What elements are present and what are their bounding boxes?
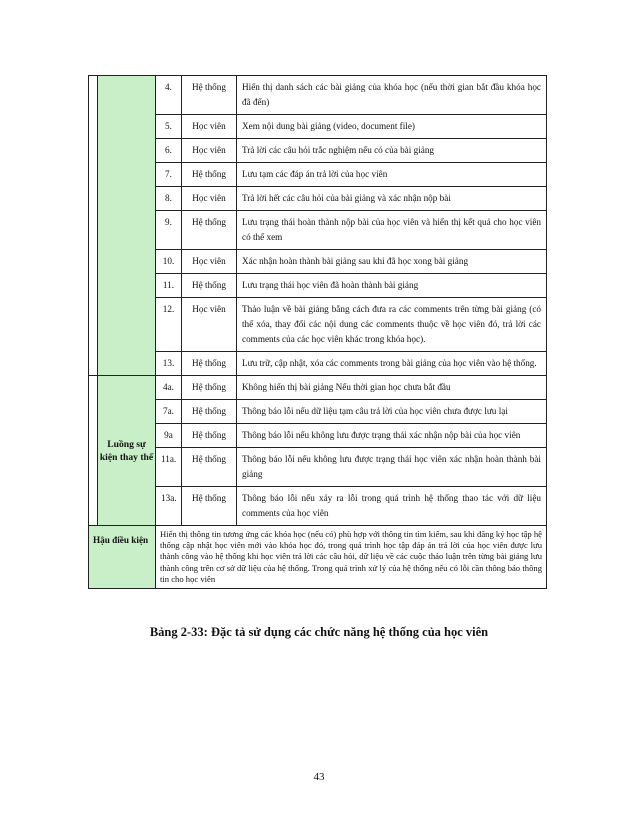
step-description: Thảo luận về bài giảng bằng cách đưa ra các comments trên từng bài giảng (có thể xóa, thay đổi các nội dung các comments thuộc về học viên đó, trả lời các comments của các học viên khác trong khóa học). xyxy=(237,298,547,352)
table-caption: Bảng 2-33: Đặc tả sử dụng các chức năng hệ thống của học viên xyxy=(149,625,489,639)
step-description: Thông báo lỗi nếu xảy ra lỗi trong quá trình hệ thống thao tác với dữ liệu comments của học viên xyxy=(237,487,547,526)
step-description: Hiển thị danh sách các bài giảng của khóa học (nếu thời gian bắt đầu khóa học đã đến) xyxy=(237,76,547,115)
step-actor: Hệ thống xyxy=(182,163,237,187)
step-description: Thông báo lỗi nếu dữ liệu tạm câu trả lời của học viên chưa được lưu lại xyxy=(237,400,547,424)
step-description: Lưu trữ, cập nhật, xóa các comments trong bài giảng của học viên vào hệ thống. xyxy=(237,352,547,376)
table-row xyxy=(89,211,547,250)
step-number: 13a. xyxy=(156,487,182,526)
step-number: 4. xyxy=(156,76,182,115)
step-actor: Học viên xyxy=(182,115,237,139)
step-description: Thông báo lỗi nếu không lưu được trạng thái xác nhận nộp bài của học viên xyxy=(237,424,547,448)
step-actor: Học viên xyxy=(182,298,237,352)
table-row xyxy=(89,298,547,352)
postcondition-text: Hiển thị thông tin tương ứng các khóa học (nếu có) phù hợp với thông tin tìm kiếm, sau khi đăng ký học tập hệ thống cập nhật học viên mới vào khóa học đó, trong quá trình học tập đáp án trả lời của học viên được lưu thành công vào hệ thống khi học viên trả lời các câu hỏi, dữ liệu về các cuộc thảo luận trên từng bài giảng lưu thành công trên cơ sở dữ liệu của hệ thống. Trong quá trình xử lý của hệ thống nếu có lỗi cần thông báo thông tin cho học viên xyxy=(156,526,547,589)
step-description: Trả lời các câu hỏi trắc nghiệm nếu có của bài giảng xyxy=(237,139,547,163)
table-row xyxy=(89,487,547,526)
step-number: 11a. xyxy=(156,448,182,487)
step-number: 10. xyxy=(156,250,182,274)
step-number: 5. xyxy=(156,115,182,139)
alt-flow-label: Luồng sự kiện thay thế xyxy=(99,438,154,463)
step-number: 12. xyxy=(156,298,182,352)
step-number: 6. xyxy=(156,139,182,163)
main-flow-label-cell xyxy=(98,76,156,376)
table-row xyxy=(89,400,547,424)
step-description: Lưu tạm các đáp án trả lời của học viên xyxy=(237,163,547,187)
step-actor: Hệ thống xyxy=(182,376,237,400)
table-row xyxy=(89,424,547,448)
use-case-spec-table xyxy=(88,75,547,589)
step-description: Xác nhận hoàn thành bài giảng sau khi đã học xong bài giảng xyxy=(237,250,547,274)
table-row xyxy=(89,352,547,376)
step-actor: Hệ thống xyxy=(182,76,237,115)
page-number: 43 xyxy=(313,771,325,783)
step-actor: Hệ thống xyxy=(182,400,237,424)
step-description: Xem nội dung bài giảng (video, document file) xyxy=(237,115,547,139)
postcondition-label: Hậu điều kiện xyxy=(89,526,156,589)
left-gap-cell xyxy=(89,76,98,376)
step-description: Thông báo lỗi nếu không lưu được trạng thái học viên xác nhận hoàn thành bài giảng xyxy=(237,448,547,487)
step-number: 8. xyxy=(156,187,182,211)
table-row xyxy=(89,274,547,298)
step-actor: Học viên xyxy=(182,250,237,274)
postcondition-row xyxy=(89,526,547,589)
step-actor: Hệ thống xyxy=(182,487,237,526)
step-description: Lưu trạng thái hoàn thành nộp bài của học viên và hiển thị kết quả cho học viên có thể xem xyxy=(237,211,547,250)
step-actor: Hệ thống xyxy=(182,424,237,448)
step-description: Không hiển thị bài giảng Nếu thời gian học chưa bắt đầu xyxy=(237,376,547,400)
step-number: 7. xyxy=(156,163,182,187)
table-row xyxy=(89,250,547,274)
alt-flow-label-cell xyxy=(98,376,156,526)
step-number: 9a xyxy=(156,424,182,448)
step-number: 7a. xyxy=(156,400,182,424)
table-row xyxy=(89,115,547,139)
step-number: 9. xyxy=(156,211,182,250)
step-description: Lưu trạng thái học viên đã hoàn thành bài giảng xyxy=(237,274,547,298)
step-actor: Hệ thống xyxy=(182,211,237,250)
step-actor: Hệ thống xyxy=(182,274,237,298)
table-row xyxy=(89,448,547,487)
step-actor: Hệ thống xyxy=(182,352,237,376)
left-gap-cell xyxy=(89,376,98,526)
step-number: 4a. xyxy=(156,376,182,400)
step-actor: Học viên xyxy=(182,139,237,163)
table-row xyxy=(89,76,547,115)
table-row xyxy=(89,376,547,400)
table-row xyxy=(89,139,547,163)
step-actor: Học viên xyxy=(182,187,237,211)
table-row xyxy=(89,187,547,211)
step-number: 11. xyxy=(156,274,182,298)
table-row xyxy=(89,163,547,187)
step-description: Trả lời hết các câu hỏi của bài giảng và xác nhận nộp bài xyxy=(237,187,547,211)
step-actor: Hệ thống xyxy=(182,448,237,487)
step-number: 13. xyxy=(156,352,182,376)
